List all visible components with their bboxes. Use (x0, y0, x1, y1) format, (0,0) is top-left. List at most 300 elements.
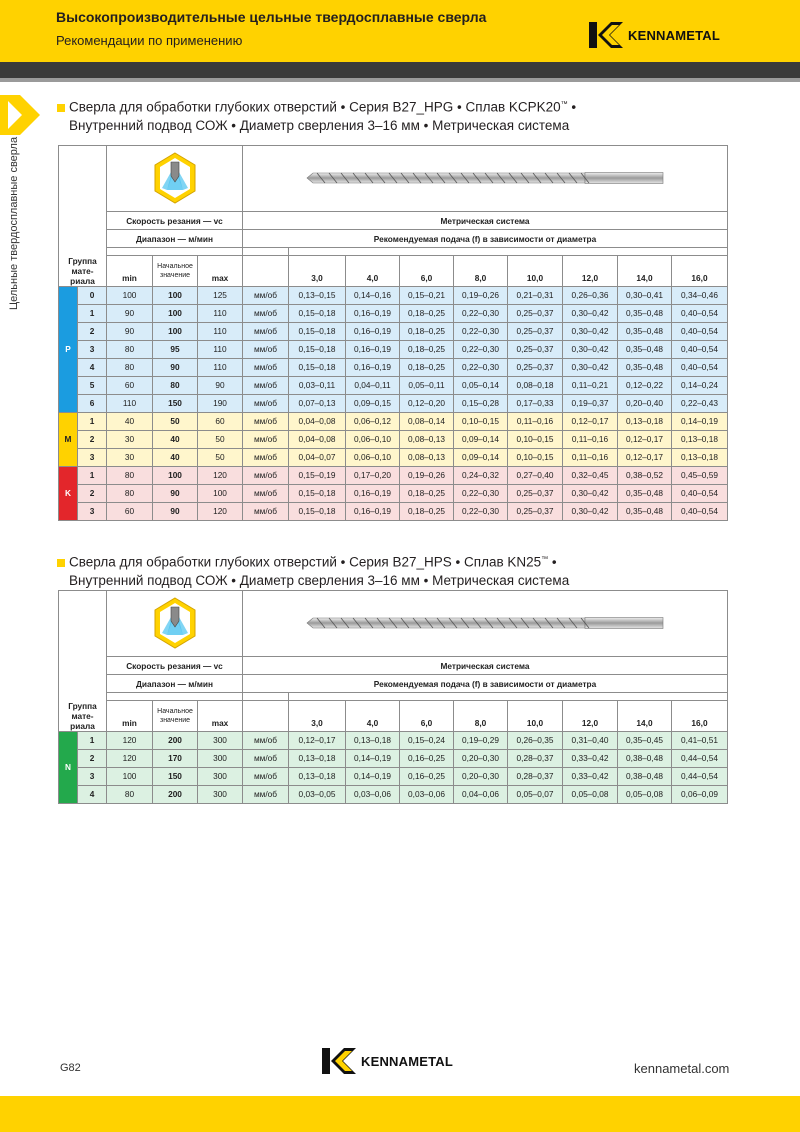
speed-max: 120 (198, 502, 243, 520)
feed-value: 0,28–0,37 (508, 749, 563, 767)
feed-value: 0,30–0,42 (563, 358, 618, 376)
material-group-P: P (59, 286, 78, 412)
feed-value: 0,35–0,48 (618, 484, 672, 502)
feed-value: 0,04–0,11 (346, 376, 400, 394)
speed-max: 60 (198, 412, 243, 430)
material-group-header: Группа мате- риала (59, 256, 107, 287)
max-header: max (198, 256, 243, 287)
page-number: G82 (60, 1062, 81, 1074)
feed-unit: мм/об (243, 466, 289, 484)
spacer (289, 248, 728, 256)
feed-value: 0,26–0,36 (563, 286, 618, 304)
drill-icon (305, 171, 665, 185)
unit-header (243, 256, 289, 287)
min-header: min (107, 256, 153, 287)
diameter-header: 4,0 (346, 701, 400, 732)
feed-value: 0,35–0,48 (618, 322, 672, 340)
table-row (59, 502, 728, 520)
min-header: min (107, 701, 153, 732)
coolant-through-tool-icon (153, 152, 197, 204)
feed-value: 0,15–0,18 (289, 358, 346, 376)
subgroup-number: 5 (78, 376, 107, 394)
feed-value: 0,12–0,17 (618, 448, 672, 466)
feed-unit: мм/об (243, 358, 289, 376)
speed-start: 150 (153, 394, 198, 412)
feed-value: 0,14–0,19 (346, 767, 400, 785)
feed-value: 0,15–0,24 (400, 731, 454, 749)
feed-value: 0,31–0,40 (563, 731, 618, 749)
feed-unit: мм/об (243, 430, 289, 448)
feed-unit: мм/об (243, 767, 289, 785)
feed-unit: мм/об (243, 502, 289, 520)
feed-value: 0,15–0,18 (289, 322, 346, 340)
table-row (59, 749, 728, 767)
feed-value: 0,25–0,37 (508, 502, 563, 520)
subgroup-number: 3 (78, 448, 107, 466)
speed-max: 50 (198, 430, 243, 448)
speed-min: 80 (107, 466, 153, 484)
blank-corner (59, 591, 107, 701)
spacer (107, 248, 243, 256)
feed-value: 0,35–0,48 (618, 358, 672, 376)
feed-value: 0,22–0,30 (454, 358, 508, 376)
feed-value: 0,09–0,15 (346, 394, 400, 412)
speed-max: 110 (198, 340, 243, 358)
metric-header: Метрическая система (243, 212, 728, 230)
coolant-icon-cell (107, 146, 243, 212)
diameter-header: 12,0 (563, 701, 618, 732)
feed-unit: мм/об (243, 749, 289, 767)
material-group-N: N (59, 731, 78, 803)
feed-value: 0,38–0,48 (618, 749, 672, 767)
feed-value: 0,13–0,18 (672, 430, 728, 448)
feed-value: 0,12–0,22 (618, 376, 672, 394)
feed-value: 0,45–0,59 (672, 466, 728, 484)
feed-value: 0,18–0,25 (400, 358, 454, 376)
diameter-header: 8,0 (454, 701, 508, 732)
header-band-light (0, 78, 800, 82)
feed-value: 0,19–0,26 (400, 466, 454, 484)
feed-value: 0,30–0,41 (618, 286, 672, 304)
table-row (59, 484, 728, 502)
feed-value: 0,40–0,54 (672, 340, 728, 358)
speed-start: 200 (153, 785, 198, 803)
feed-header: Рекомендуемая подача (f) в зависимости от диаметра (243, 230, 728, 248)
feed-value: 0,40–0,54 (672, 502, 728, 520)
subgroup-number: 0 (78, 286, 107, 304)
diameter-header: 6,0 (400, 701, 454, 732)
feed-value: 0,11–0,16 (563, 448, 618, 466)
brand-name: KENNAMETAL (628, 27, 721, 43)
feed-value: 0,40–0,54 (672, 304, 728, 322)
subgroup-number: 2 (78, 749, 107, 767)
feed-value: 0,18–0,25 (400, 304, 454, 322)
speed-min: 80 (107, 340, 153, 358)
feed-value: 0,16–0,25 (400, 767, 454, 785)
kennametal-k-icon (322, 1048, 358, 1074)
subgroup-number: 1 (78, 412, 107, 430)
feed-value: 0,18–0,25 (400, 340, 454, 358)
table-row (59, 340, 728, 358)
range-header: Диапазон — м/мин (107, 675, 243, 693)
feed-unit: мм/об (243, 286, 289, 304)
speed-max: 300 (198, 731, 243, 749)
feed-value: 0,32–0,45 (563, 466, 618, 484)
feed-unit: мм/об (243, 484, 289, 502)
diameter-header: 16,0 (672, 256, 728, 287)
feed-value: 0,16–0,19 (346, 340, 400, 358)
feed-value: 0,33–0,42 (563, 767, 618, 785)
bullet-square-icon (57, 104, 65, 112)
feed-value: 0,16–0,19 (346, 484, 400, 502)
speed-max: 90 (198, 376, 243, 394)
speed-start: 95 (153, 340, 198, 358)
feed-unit: мм/об (243, 340, 289, 358)
speed-max: 50 (198, 448, 243, 466)
table-row (59, 430, 728, 448)
feed-value: 0,30–0,42 (563, 502, 618, 520)
feed-value: 0,30–0,42 (563, 304, 618, 322)
kennametal-k-icon (589, 22, 625, 48)
feed-table-2 (58, 590, 728, 804)
subgroup-number: 1 (78, 731, 107, 749)
blank-corner (59, 146, 107, 256)
feed-value: 0,35–0,48 (618, 502, 672, 520)
feed-value: 0,03–0,05 (289, 785, 346, 803)
table-row (59, 466, 728, 484)
feed-value: 0,44–0,54 (672, 767, 728, 785)
speed-start: 80 (153, 376, 198, 394)
feed-value: 0,08–0,14 (400, 412, 454, 430)
speed-max: 300 (198, 767, 243, 785)
material-group-K: K (59, 466, 78, 520)
feed-value: 0,15–0,18 (289, 484, 346, 502)
website-link[interactable]: kennametal.com (634, 1061, 730, 1076)
drill-image-cell (243, 591, 728, 657)
diameter-header: 14,0 (618, 701, 672, 732)
feed-value: 0,05–0,07 (508, 785, 563, 803)
feed-value: 0,14–0,19 (672, 412, 728, 430)
speed-start: 100 (153, 322, 198, 340)
feed-unit: мм/об (243, 376, 289, 394)
speed-min: 80 (107, 484, 153, 502)
speed-min: 110 (107, 394, 153, 412)
unit-header (243, 701, 289, 732)
feed-value: 0,15–0,18 (289, 304, 346, 322)
feed-value: 0,40–0,54 (672, 484, 728, 502)
speed-min: 100 (107, 286, 153, 304)
feed-value: 0,09–0,14 (454, 448, 508, 466)
cutting-speed-header: Скорость резания — vc (107, 657, 243, 675)
feed-value: 0,28–0,37 (508, 767, 563, 785)
speed-max: 110 (198, 358, 243, 376)
spacer (289, 693, 728, 701)
speed-min: 60 (107, 376, 153, 394)
speed-start: 170 (153, 749, 198, 767)
table-row (59, 286, 728, 304)
feed-value: 0,22–0,30 (454, 484, 508, 502)
footer-band (0, 1096, 800, 1132)
feed-value: 0,16–0,19 (346, 502, 400, 520)
speed-min: 40 (107, 412, 153, 430)
feed-value: 0,15–0,21 (400, 286, 454, 304)
speed-start: 100 (153, 286, 198, 304)
feed-value: 0,15–0,18 (289, 502, 346, 520)
feed-value: 0,04–0,07 (289, 448, 346, 466)
feed-unit: мм/об (243, 412, 289, 430)
speed-start: 50 (153, 412, 198, 430)
feed-value: 0,05–0,11 (400, 376, 454, 394)
subgroup-number: 2 (78, 484, 107, 502)
speed-min: 90 (107, 304, 153, 322)
feed-value: 0,25–0,37 (508, 340, 563, 358)
feed-value: 0,08–0,13 (400, 448, 454, 466)
feed-value: 0,14–0,16 (346, 286, 400, 304)
feed-value: 0,04–0,06 (454, 785, 508, 803)
table-row (59, 358, 728, 376)
feed-value: 0,05–0,08 (563, 785, 618, 803)
feed-value: 0,22–0,43 (672, 394, 728, 412)
feed-value: 0,15–0,18 (289, 340, 346, 358)
diameter-header: 10,0 (508, 701, 563, 732)
feed-value: 0,13–0,18 (672, 448, 728, 466)
feed-value: 0,08–0,13 (400, 430, 454, 448)
feed-value: 0,07–0,13 (289, 394, 346, 412)
feed-value: 0,19–0,29 (454, 731, 508, 749)
page-title: Высокопроизводительные цельные твердосплавные сверла (56, 9, 487, 25)
feed-value: 0,21–0,31 (508, 286, 563, 304)
section-heading-1: Сверла для обработки глубоких отверстий • Серия B27_HPG • Сплав KCPK20™ • Внутренний подвод СОЖ • Диаметр сверления 3–16 мм • Метрическая система (57, 96, 576, 135)
feed-value: 0,05–0,08 (618, 785, 672, 803)
speed-min: 80 (107, 785, 153, 803)
diameter-header: 6,0 (400, 256, 454, 287)
spacer (107, 693, 243, 701)
subgroup-number: 3 (78, 340, 107, 358)
feed-value: 0,08–0,18 (508, 376, 563, 394)
feed-value: 0,20–0,30 (454, 749, 508, 767)
feed-value: 0,30–0,42 (563, 340, 618, 358)
speed-start: 90 (153, 484, 198, 502)
feed-value: 0,13–0,18 (289, 749, 346, 767)
feed-value: 0,16–0,19 (346, 358, 400, 376)
feed-value: 0,04–0,08 (289, 412, 346, 430)
feed-value: 0,25–0,37 (508, 322, 563, 340)
drill-image-cell (243, 146, 728, 212)
feed-value: 0,11–0,21 (563, 376, 618, 394)
table-row (59, 767, 728, 785)
diameter-header: 3,0 (289, 701, 346, 732)
feed-value: 0,04–0,08 (289, 430, 346, 448)
feed-table-1 (58, 145, 728, 521)
speed-min: 90 (107, 322, 153, 340)
feed-unit: мм/об (243, 785, 289, 803)
speed-max: 300 (198, 749, 243, 767)
feed-value: 0,05–0,14 (454, 376, 508, 394)
feed-value: 0,16–0,19 (346, 304, 400, 322)
feed-value: 0,40–0,54 (672, 322, 728, 340)
diameter-header: 3,0 (289, 256, 346, 287)
feed-value: 0,25–0,37 (508, 484, 563, 502)
feed-unit: мм/об (243, 448, 289, 466)
page-subtitle: Рекомендации по применению (56, 33, 243, 48)
subgroup-number: 1 (78, 466, 107, 484)
speed-start: 100 (153, 304, 198, 322)
feed-value: 0,13–0,18 (289, 767, 346, 785)
header-band (0, 62, 800, 78)
feed-value: 0,19–0,37 (563, 394, 618, 412)
feed-value: 0,10–0,15 (508, 430, 563, 448)
diameter-header: 12,0 (563, 256, 618, 287)
feed-value: 0,13–0,15 (289, 286, 346, 304)
speed-start: 40 (153, 430, 198, 448)
feed-value: 0,10–0,15 (454, 412, 508, 430)
diameter-header: 16,0 (672, 701, 728, 732)
feed-value: 0,13–0,18 (618, 412, 672, 430)
feed-value: 0,38–0,48 (618, 767, 672, 785)
speed-start: 200 (153, 731, 198, 749)
diameter-header: 10,0 (508, 256, 563, 287)
feed-value: 0,19–0,26 (454, 286, 508, 304)
feed-value: 0,09–0,14 (454, 430, 508, 448)
feed-value: 0,30–0,42 (563, 322, 618, 340)
feed-value: 0,22–0,30 (454, 304, 508, 322)
spacer (243, 693, 289, 701)
speed-min: 30 (107, 430, 153, 448)
feed-value: 0,33–0,42 (563, 749, 618, 767)
feed-value: 0,40–0,54 (672, 358, 728, 376)
feed-value: 0,30–0,42 (563, 484, 618, 502)
feed-value: 0,26–0,35 (508, 731, 563, 749)
cutting-speed-header: Скорость резания — vc (107, 212, 243, 230)
feed-value: 0,12–0,17 (618, 430, 672, 448)
feed-value: 0,06–0,10 (346, 448, 400, 466)
bullet-square-icon (57, 559, 65, 567)
table-row (59, 448, 728, 466)
coolant-icon-cell (107, 591, 243, 657)
material-group-header: Группа мате- риала (59, 701, 107, 732)
feed-value: 0,22–0,30 (454, 502, 508, 520)
feed-unit: мм/об (243, 731, 289, 749)
section-heading-2: Сверла для обработки глубоких отверстий • Серия B27_HPS • Сплав KN25™ • Внутренний подвод СОЖ • Диаметр сверления 3–16 мм • Метрическая система (57, 551, 569, 590)
subgroup-number: 2 (78, 322, 107, 340)
feed-value: 0,38–0,52 (618, 466, 672, 484)
speed-max: 110 (198, 322, 243, 340)
start-value-header: Начальное значение (153, 701, 198, 732)
diameter-header: 8,0 (454, 256, 508, 287)
diameter-header: 4,0 (346, 256, 400, 287)
table-row (59, 376, 728, 394)
feed-value: 0,12–0,17 (289, 731, 346, 749)
material-group-M: M (59, 412, 78, 466)
subgroup-number: 1 (78, 304, 107, 322)
metric-header: Метрическая система (243, 657, 728, 675)
feed-value: 0,20–0,30 (454, 767, 508, 785)
side-label: Цельные твердосплавные сверла (8, 136, 20, 310)
coolant-through-tool-icon (153, 597, 197, 649)
feed-unit: мм/об (243, 394, 289, 412)
speed-start: 100 (153, 466, 198, 484)
feed-value: 0,03–0,06 (400, 785, 454, 803)
feed-value: 0,16–0,19 (346, 322, 400, 340)
max-header: max (198, 701, 243, 732)
feed-value: 0,27–0,40 (508, 466, 563, 484)
subgroup-number: 4 (78, 358, 107, 376)
feed-value: 0,25–0,37 (508, 358, 563, 376)
start-value-header: Начальное значение (153, 256, 198, 287)
feed-value: 0,25–0,37 (508, 304, 563, 322)
feed-value: 0,17–0,20 (346, 466, 400, 484)
feed-value: 0,22–0,30 (454, 322, 508, 340)
subgroup-number: 3 (78, 767, 107, 785)
speed-start: 90 (153, 358, 198, 376)
feed-value: 0,34–0,46 (672, 286, 728, 304)
kennametal-logo (589, 22, 720, 48)
feed-unit: мм/об (243, 304, 289, 322)
feed-value: 0,06–0,10 (346, 430, 400, 448)
subgroup-number: 3 (78, 502, 107, 520)
speed-min: 100 (107, 767, 153, 785)
drill-icon (305, 616, 665, 630)
feed-header: Рекомендуемая подача (f) в зависимости от диаметра (243, 675, 728, 693)
feed-value: 0,15–0,19 (289, 466, 346, 484)
speed-max: 110 (198, 304, 243, 322)
table-row (59, 731, 728, 749)
range-header: Диапазон — м/мин (107, 230, 243, 248)
feed-value: 0,14–0,24 (672, 376, 728, 394)
speed-min: 30 (107, 448, 153, 466)
speed-start: 150 (153, 767, 198, 785)
side-tab-arrow-icon (0, 95, 40, 135)
table-row (59, 394, 728, 412)
feed-value: 0,14–0,19 (346, 749, 400, 767)
feed-value: 0,12–0,17 (563, 412, 618, 430)
footer-logo (322, 1048, 453, 1074)
speed-max: 125 (198, 286, 243, 304)
speed-max: 300 (198, 785, 243, 803)
feed-value: 0,20–0,40 (618, 394, 672, 412)
feed-value: 0,35–0,48 (618, 340, 672, 358)
speed-min: 80 (107, 358, 153, 376)
spacer (243, 248, 289, 256)
feed-value: 0,16–0,25 (400, 749, 454, 767)
feed-value: 0,18–0,25 (400, 484, 454, 502)
subgroup-number: 4 (78, 785, 107, 803)
brand-name: KENNAMETAL (361, 1053, 454, 1069)
speed-max: 100 (198, 484, 243, 502)
feed-value: 0,18–0,25 (400, 502, 454, 520)
feed-value: 0,15–0,28 (454, 394, 508, 412)
speed-min: 120 (107, 731, 153, 749)
feed-value: 0,06–0,12 (346, 412, 400, 430)
speed-start: 40 (153, 448, 198, 466)
feed-value: 0,35–0,45 (618, 731, 672, 749)
table-row (59, 412, 728, 430)
feed-unit: мм/об (243, 322, 289, 340)
speed-max: 120 (198, 466, 243, 484)
subgroup-number: 6 (78, 394, 107, 412)
feed-value: 0,24–0,32 (454, 466, 508, 484)
table-row (59, 304, 728, 322)
feed-value: 0,44–0,54 (672, 749, 728, 767)
feed-value: 0,22–0,30 (454, 340, 508, 358)
feed-value: 0,10–0,15 (508, 448, 563, 466)
speed-start: 90 (153, 502, 198, 520)
feed-value: 0,12–0,20 (400, 394, 454, 412)
feed-value: 0,03–0,11 (289, 376, 346, 394)
feed-value: 0,03–0,06 (346, 785, 400, 803)
feed-value: 0,06–0,09 (672, 785, 728, 803)
feed-value: 0,11–0,16 (563, 430, 618, 448)
